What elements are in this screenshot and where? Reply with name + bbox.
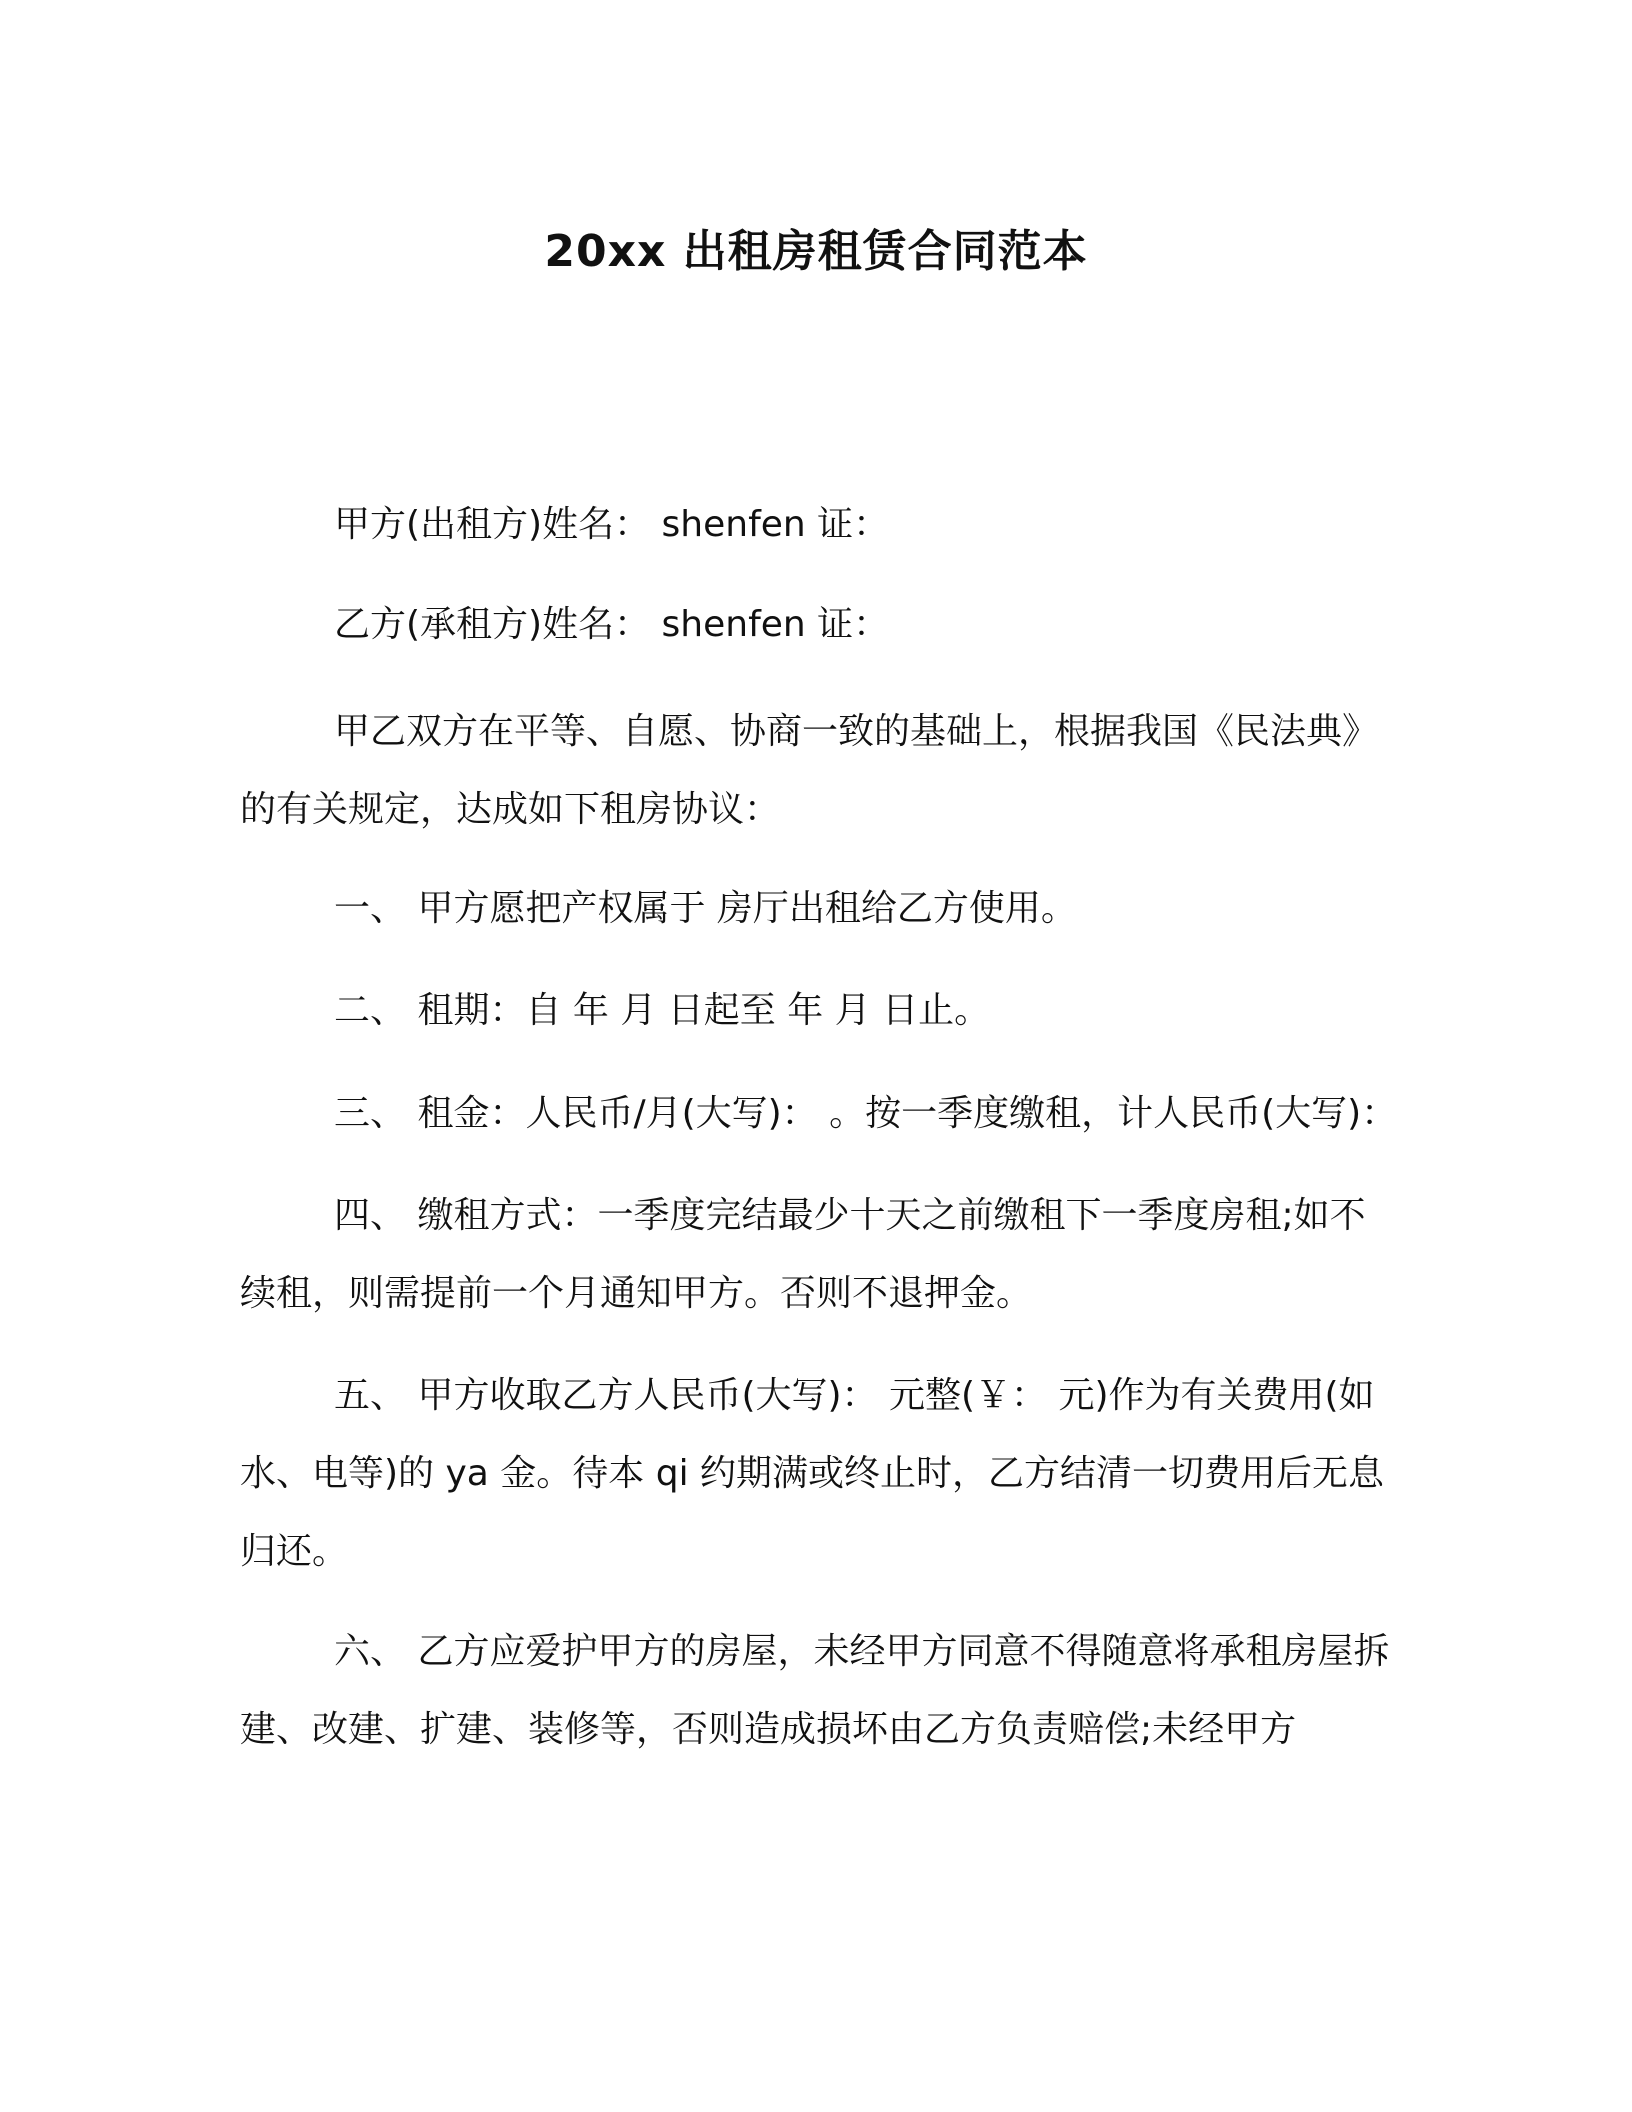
party-b-line <box>240 586 1400 664</box>
clause-5-block <box>240 1357 1400 1591</box>
clause-1-block <box>240 870 1400 948</box>
clause-3-block <box>240 1075 1400 1153</box>
paragraph-preamble: 甲乙双方在平等、自愿、协商一致的基础上，根据我国《民法典》的有关规定，达成如下租房协议： <box>240 711 1379 830</box>
clause-6-block <box>240 1613 1400 1769</box>
clause-2-block <box>240 972 1400 1050</box>
paragraph-party-b: 乙方(承租方)姓名： shenfen 证： <box>334 604 890 645</box>
paragraph-clause-5: 五、 甲方收取乙方人民币(大写)： 元整(￥： 元)作为有关费用(如水、电等)的 ya 金。待本 qi 约期满或终止时，乙方结清一切费用后无息归还。 <box>240 1375 1385 1572</box>
paragraph-clause-2: 二、 租期：自 年 月 日起至 年 月 日止。 <box>334 990 991 1031</box>
paragraph-party-a: 甲方(出租方)姓名： shenfen 证： <box>334 504 890 545</box>
paragraph-clause-1: 一、 甲方愿把产权属于 房厅出租给乙方使用。 <box>334 888 1077 929</box>
document-title: 20xx 出租房租赁合同范本 <box>544 226 1088 277</box>
paragraph-clause-3: 三、 租金：人民币/月(大写)： 。按一季度缴租，计人民币(大写)： <box>334 1093 1398 1134</box>
paragraph-clause-4: 四、 缴租方式：一季度完结最少十天之前缴租下一季度房租;如不续租，则需提前一个月通知甲方。否则不退押金。 <box>240 1195 1366 1314</box>
preamble-block <box>240 693 1400 849</box>
clause-4-block <box>240 1177 1400 1333</box>
paragraph-clause-6: 六、 乙方应爱护甲方的房屋，未经甲方同意不得随意将承租房屋拆建、改建、扩建、装修等，否则造成损坏由乙方负责赔偿;未经甲方 <box>240 1631 1390 1750</box>
party-a-line <box>240 486 1400 564</box>
